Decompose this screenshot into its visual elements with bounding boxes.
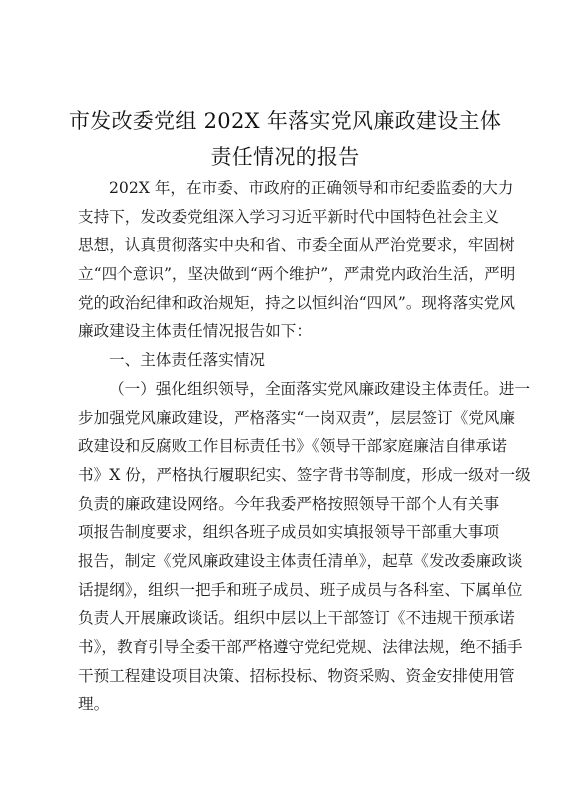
intro-line: 支持下，发改委党组深入学习习近平新时代中国特色社会主义 (78, 207, 500, 226)
intro-line: 立“四个意识”，坚决做到“两个维护”，严肃党内政治生活，严明 (78, 265, 516, 284)
report-title-line-1: 市发改委党组 202X 年落实党风廉政建设主体 (68, 109, 502, 133)
paragraph-line: 书》，教育引导全委干部严格遵守党纪党规、法律法规，绝不插手 (78, 638, 523, 656)
report-title-line-2: 责任情况的报告 (210, 145, 360, 169)
paragraph-line: 干预工程建设项目决策、招标投标、物资采购、资金安排使用管 (78, 666, 515, 685)
intro-line: 廉政建设主体责任情况报告如下： (78, 322, 312, 341)
intro-line: 党的政治纪律和政治规矩，持之以恒纠治“四风”。现将落实党风 (78, 293, 515, 312)
paragraph-line: 项报告制度要求，组织各班子成员如实填报领导干部重大事项 (78, 523, 500, 542)
paragraph-line: 理。 (78, 695, 110, 714)
paragraph-line: （一）强化组织领导，全面落实党风廉政建设主体责任。进一 (109, 379, 531, 398)
paragraph-line: 话提纲》，组织一把手和班子成员、班子成员与各科室、下属单位 (78, 580, 523, 599)
paragraph-line: 书》X 份，严格执行履职纪实、签字背书等制度，形成一级对一级 (78, 465, 531, 484)
paragraph-line: 负责的廉政建设网络。今年我委严格按照领导干部个人有关事 (78, 494, 500, 513)
paragraph-line: 负责人开展廉政谈话。组织中层以上干部签订《不违规干预承诺 (78, 609, 515, 628)
paragraph-line: 步加强党风廉政建设，严格落实“一岗双责”，层层签订《党风廉 (78, 408, 515, 427)
paragraph-line: 报告，制定《党风廉政建设主体责任清单》，起草《发改委廉政谈 (78, 551, 523, 570)
intro-line: 202X 年，在市委、市政府的正确领导和市纪委监委的大力 (109, 179, 514, 197)
section-heading: 一、主体责任落实情况 (109, 351, 265, 370)
report-body (78, 174, 531, 719)
intro-line: 思想，认真贯彻落实中央和省、市委全面从严治党要求，牢固树 (78, 236, 515, 255)
paragraph-line: 政建设和反腐败工作目标责任书》《领导干部家庭廉洁自律承诺 (78, 437, 507, 456)
